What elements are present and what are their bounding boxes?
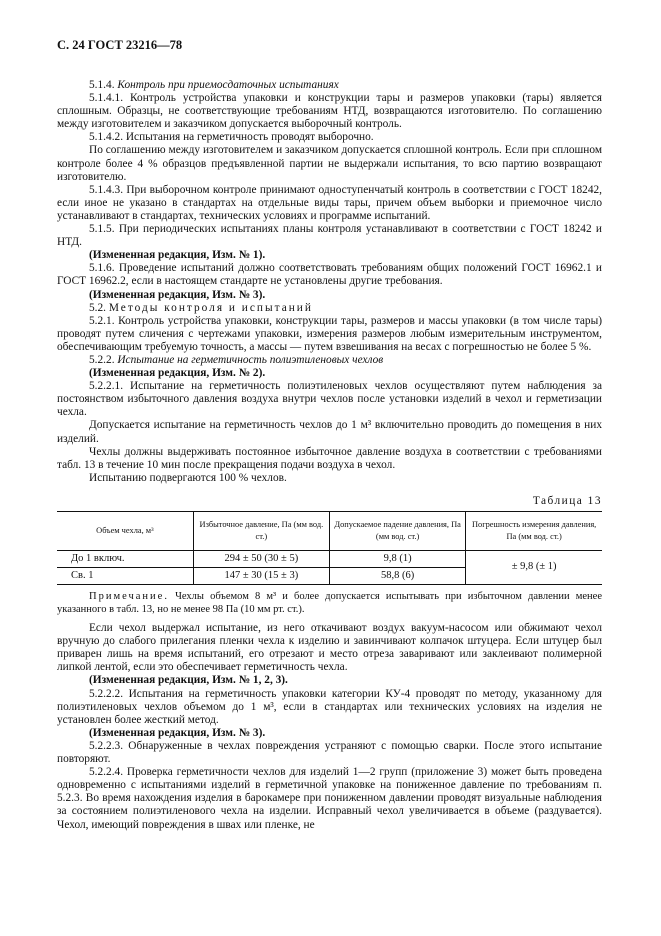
paragraph bbox=[57, 79, 602, 92]
document-page bbox=[57, 38, 602, 832]
paragraph-text: 5.1.4.2. Испытания на герметичность проводят выборочно. bbox=[89, 131, 374, 144]
amendment-note bbox=[57, 674, 602, 687]
section-heading: Методы контроля и испытаний bbox=[108, 301, 313, 314]
text-section-2 bbox=[57, 622, 602, 832]
section-heading: Испытание на герметичность полиэтиленовых чехлов bbox=[117, 353, 384, 366]
amendment-text: (Измененная редакция, Изм. № 3). bbox=[89, 288, 266, 301]
table-cell: 58,8 (6) bbox=[330, 567, 466, 584]
paragraph bbox=[57, 315, 602, 354]
text-section-1 bbox=[57, 79, 602, 485]
table-header-error: Погрешность измерения давления, Па (мм вод. ст.) bbox=[466, 511, 602, 550]
paragraph bbox=[57, 622, 602, 674]
paragraph-text: Если чехол выдержал испытание, из него откачивают воздух вакуум-насосом или обжимают чехол вручную до слабого прилегания пленки чехла к изделию и завинчивают колпачок штуцера. Если штуцер был приварен лишь на время испытаний, его отрезают и место отреза заваривают или заклеивают полимерной липкой лентой, если это обеспечивает герметичность чехла. bbox=[57, 622, 602, 674]
amendment-text: (Измененная редакция, Изм. № 1, 2, 3). bbox=[89, 674, 288, 687]
paragraph bbox=[57, 766, 602, 831]
paragraph-text: Испытанию подвергаются 100 % чехлов. bbox=[89, 471, 287, 484]
amendment-note bbox=[57, 367, 602, 380]
amendment-note bbox=[57, 289, 602, 302]
paragraph bbox=[57, 472, 602, 485]
paragraph-text: 5.1.4. bbox=[89, 79, 118, 91]
table-cell: 147 ± 30 (15 ± 3) bbox=[193, 567, 329, 584]
note-text: Чехлы объемом 8 м³ и более допускается испытывать при избыточном давлении менее указанного в табл. 13, но не менее 98 Па (10 мм рт. ст.). bbox=[57, 590, 602, 615]
amendment-text: (Измененная редакция, Изм. № 2). bbox=[89, 367, 266, 380]
paragraph bbox=[57, 223, 602, 249]
paragraph bbox=[57, 354, 602, 367]
paragraph-text: 5.1.4.3. При выборочном контроле принимают одноступенчатый контроль в соответствии с ГОСТ 18242, если иное не указано в стандартах на отдельные виды тары, причем объем выборки и приемочное число устанавливают в стандартах, технических условиях и программе испытаний. bbox=[57, 183, 602, 222]
table-row bbox=[57, 550, 602, 567]
paragraph bbox=[57, 131, 602, 144]
paragraph-text: 5.1.5. При периодических испытаниях планы контроля устанавливают в соответствии с ГОСТ 18242 и НТД. bbox=[57, 223, 602, 249]
paragraph-text: 5.2.2.4. Проверка герметичности чехлов для изделий 1—2 групп (приложение 3) может быть проведена одновременно с испытаниями изделий в герметичной упаковке на пониженное давление по требованиям п. 5.2.3. Во время нахождения изделия в барокамере при пониженном давлении проводят визуальные наблюдения за состоянием полиэтиленового чехла на изделии. Исправный чехол увеличивается в объеме (раздувается). Чехол, имеющий повреждения в швах или пленке, не bbox=[57, 766, 602, 831]
table-cell: 9,8 (1) bbox=[330, 550, 466, 567]
note-label: Примечание. bbox=[89, 590, 169, 602]
amendment-note bbox=[57, 249, 602, 262]
table-cell: До 1 включ. bbox=[57, 550, 193, 567]
table-header-volume: Объем чехла, м³ bbox=[57, 511, 193, 550]
paragraph-text: По соглашению между изготовителем и заказчиком допускается сплошной контроль. Если при сплошном контроле более 4 % образцов предъявленной партии не выдержали испытания, то всю партию возвращают изготовителю. bbox=[57, 144, 602, 183]
paragraph bbox=[57, 302, 602, 315]
table-13 bbox=[57, 511, 602, 585]
paragraph-text: 5.2.1. Контроль устройства упаковки, конструкции тары, размеров и массы упаковки (в том числе тары) проводят путем сличения с чертежами упаковки, измерения размеров любым измерительным инструментом, обеспечивающим требуемую точность, а массы — путем взвешивания на весах с погрешностью не более 5 %. bbox=[57, 314, 602, 353]
paragraph bbox=[57, 262, 602, 288]
page-header: С. 24 ГОСТ 23216—78 bbox=[57, 38, 183, 52]
table-header-drop: Допускаемое падение давления, Па (мм вод. ст.) bbox=[330, 511, 466, 550]
paragraph bbox=[57, 446, 602, 472]
table-note bbox=[57, 591, 602, 616]
paragraph-text: 5.2. bbox=[89, 301, 109, 314]
amendment-text: (Измененная редакция, Изм. № 1). bbox=[89, 249, 266, 262]
table-cell: 294 ± 50 (30 ± 5) bbox=[193, 550, 329, 567]
paragraph bbox=[57, 184, 602, 223]
paragraph-text: 5.2.2.2. Испытания на герметичность упаковки категории КУ-4 проводят по методу, указанному для полиэтиленовых чехлов объемом до 1 м³, если в стандартах или технических условиях на изделия не установлен более жесткий метод. bbox=[57, 687, 602, 726]
paragraph-text: 5.1.6. Проведение испытаний должно соответствовать требованиям общих положений ГОСТ 16962.1 и ГОСТ 16962.2, если в настоящем стандарте не установлены другие требования. bbox=[57, 262, 602, 288]
paragraph-text: 5.2.2. bbox=[89, 353, 118, 366]
table-header-pressure: Избыточное давление, Па (мм вод. ст.) bbox=[193, 511, 329, 550]
table-cell-shared: ± 9,8 (± 1) bbox=[466, 550, 602, 584]
paragraph bbox=[57, 92, 602, 131]
paragraph bbox=[57, 380, 602, 419]
paragraph bbox=[57, 740, 602, 766]
table-title: Таблица 13 bbox=[532, 494, 602, 507]
paragraph bbox=[57, 144, 602, 183]
paragraph-text: 5.2.2.1. Испытание на герметичность полиэтиленовых чехлов осуществляют путем наблюдения за постоянством избыточного давления воздуха внутри чехлов после установки изделий в чехол и герметизации чехла. bbox=[57, 380, 602, 419]
paragraph-text: Чехлы должны выдерживать постоянное избыточное давление воздуха в соответствии с требованиями табл. 13 в течение 10 мин после прекращения подачи воздуха в чехол. bbox=[57, 445, 602, 471]
amendment-note bbox=[57, 727, 602, 740]
paragraph-text: 5.2.2.3. Обнаруженные в чехлах повреждения устраняют с помощью сварки. После этого испытание повторяют. bbox=[57, 739, 602, 766]
paragraph bbox=[57, 419, 602, 445]
paragraph-text: Допускается испытание на герметичность чехлов до 1 м³ включительно проводить до помещения в них изделий. bbox=[57, 419, 602, 445]
table-cell: Св. 1 bbox=[71, 569, 94, 581]
section-heading: Контроль при приемосдаточных испытаниях bbox=[117, 79, 339, 91]
amendment-text: (Измененная редакция, Изм. № 3). bbox=[89, 726, 266, 739]
paragraph bbox=[57, 688, 602, 727]
paragraph-text: 5.1.4.1. Контроль устройства упаковки и конструкции тары и размеров упаковки (тары) является сплошным. Образцы, не соответствующие требованиям НТД, возвращаются изготовителю. По соглашению между изготовителем и заказчиком допускается выборочный контроль. bbox=[57, 92, 602, 131]
